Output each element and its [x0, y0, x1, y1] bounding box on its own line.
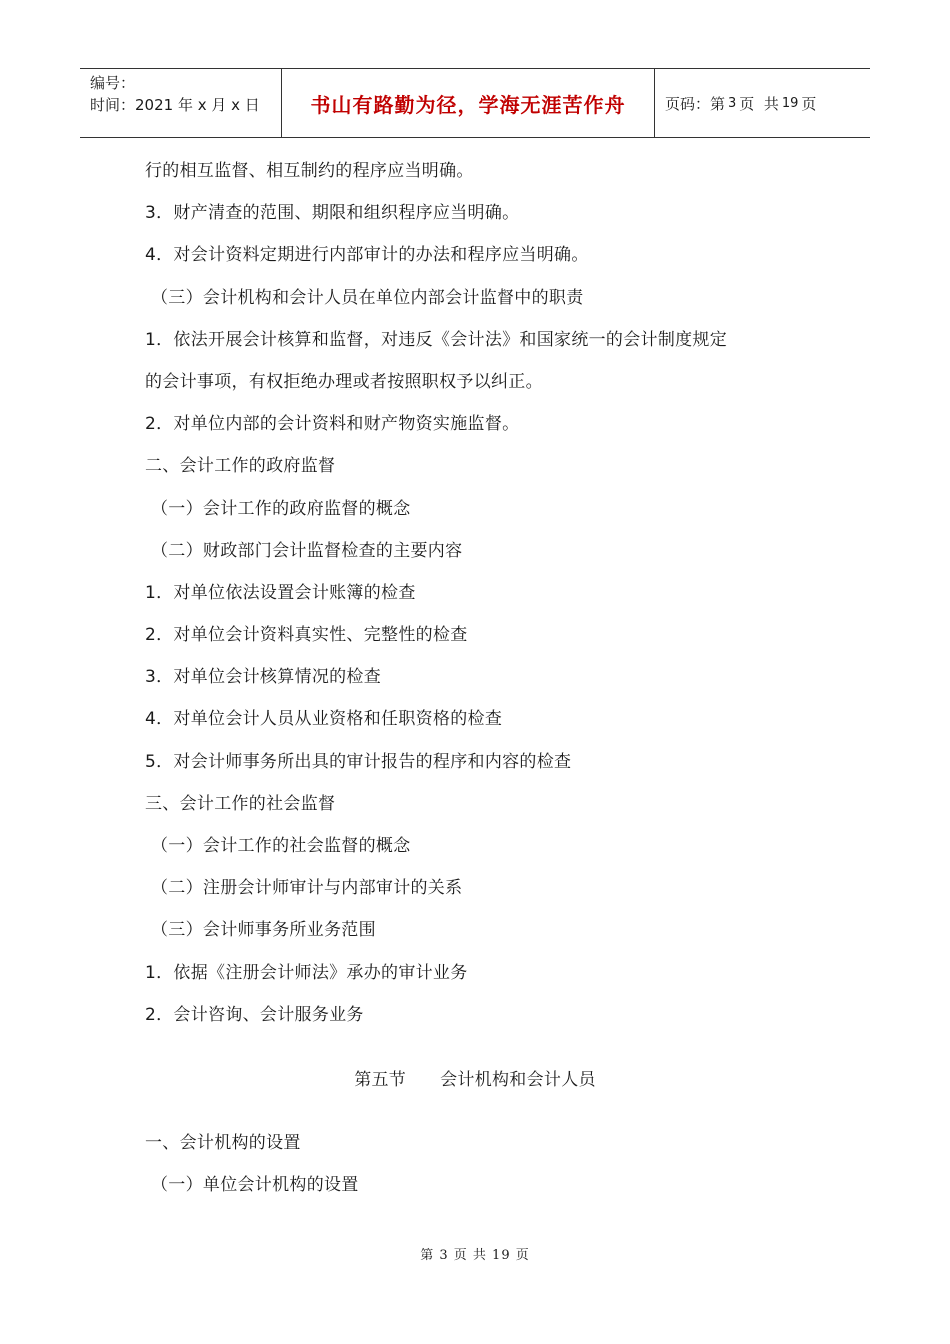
- page-total: 19: [781, 95, 799, 111]
- heading: 三、会计工作的社会监督: [145, 793, 336, 814]
- header-motto: 书山有路勤为径，学海无涯苦作舟: [282, 69, 655, 137]
- paragraph-line: 2．对单位内部的会计资料和财产物资实施监督。: [145, 414, 520, 435]
- paragraph-line: 行的相互监督、相互制约的程序应当明确。: [145, 161, 474, 181]
- paragraph-line: 3．财产清查的范围、期限和组织程序应当明确。: [145, 203, 520, 224]
- page-current: 3: [728, 95, 737, 111]
- page-footer: 第 3 页 共 19 页: [420, 1248, 530, 1263]
- heading: 二、会计工作的政府监督: [145, 456, 336, 477]
- page-label-prefix: 页码：第: [665, 94, 726, 113]
- page-label-suffix: 页: [801, 94, 817, 113]
- paragraph-line: 2．对单位会计资料真实性、完整性的检查: [145, 625, 468, 646]
- paragraph-line: 5．对会计师事务所出具的审计报告的程序和内容的检查: [145, 751, 572, 772]
- paragraph-line: 1．对单位依法设置会计账簿的检查: [145, 582, 416, 603]
- paragraph-line: 4．对会计资料定期进行内部审计的办法和程序应当明确。: [145, 245, 589, 266]
- paragraph-line: 4．对单位会计人员从业资格和任职资格的检查: [145, 709, 503, 730]
- body-text: [145, 150, 805, 1036]
- paragraph-line: 的会计事项，有权拒绝办理或者按照职权予以纠正。: [145, 371, 543, 392]
- body-text-continued: [145, 1122, 805, 1206]
- subheading: （三）会计机构和会计人员在单位内部会计监督中的职责: [151, 287, 584, 308]
- section-number: 第五节: [354, 1070, 407, 1090]
- paragraph-line: 1．依据《注册会计师法》承办的审计业务: [145, 962, 468, 983]
- subheading: （一）会计工作的社会监督的概念: [151, 836, 411, 856]
- subheading: （二）财政部门会计监督检查的主要内容: [151, 540, 463, 561]
- section-title: [0, 1064, 950, 1096]
- code-label: 编号：: [90, 74, 136, 92]
- subheading: （三）会计师事务所业务范围: [151, 920, 376, 941]
- paragraph-line: 1．依法开展会计核算和监督，对违反《会计法》和国家统一的会计制度规定: [145, 329, 728, 350]
- paragraph-line: 2．会计咨询、会计服务业务: [145, 1004, 364, 1025]
- page-header: [80, 68, 870, 138]
- subheading: （二）注册会计师审计与内部审计的关系: [151, 878, 463, 899]
- heading: 一、会计机构的设置: [145, 1133, 301, 1153]
- time-label: 时间：2021 年 x 月 x 日: [90, 96, 260, 114]
- subheading: （一）会计工作的政府监督的概念: [151, 498, 411, 519]
- section-name: 会计机构和会计人员: [440, 1070, 596, 1090]
- header-page-info: [655, 69, 870, 137]
- header-meta: [80, 69, 282, 137]
- paragraph-line: 3．对单位会计核算情况的检查: [145, 667, 382, 688]
- page-label-mid: 页 共: [739, 94, 779, 113]
- subheading: （一）单位会计机构的设置: [151, 1175, 359, 1196]
